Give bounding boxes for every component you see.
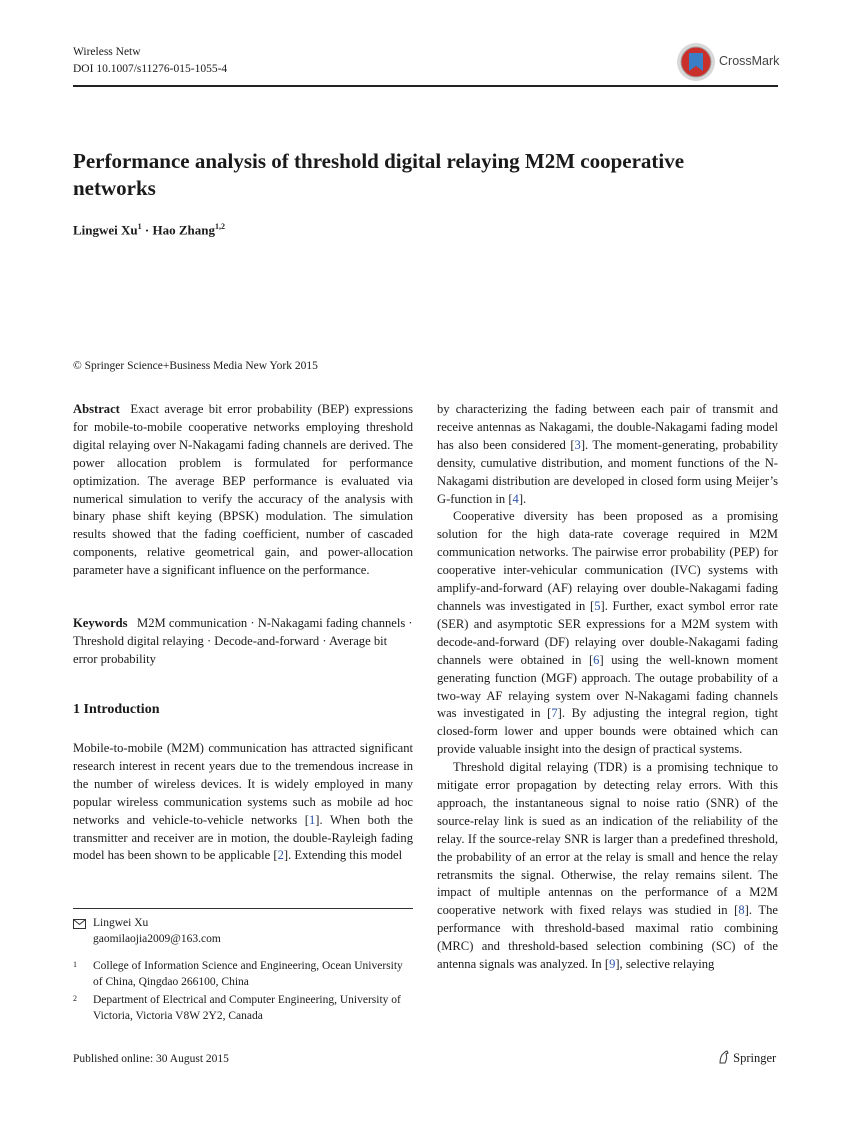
paragraph-text: ]. Extending this model — [283, 848, 403, 863]
doi[interactable]: DOI 10.1007/s11276-015-1055-4 — [73, 63, 228, 75]
published-date: Published online: 30 August 2015 — [73, 1053, 229, 1065]
affiliation-text: Department of Electrical and Computer Engineering, University of Victoria, Victoria V8W 2Y2, Canada — [93, 994, 401, 1022]
paragraph-text: ]. Further, exact symbol error rate (SER) and asymptotic SER expressions for a M2M system with decode-and-forward (DF) relaying over double-Nakagami fading channels were obtained in [ — [437, 598, 778, 667]
paragraph-text: by characterizing the fading between each pair of transmit and receive antennas as Nakagami, the double-Nakagami fading model has also been considered [ — [437, 402, 778, 452]
citation-link[interactable]: 9 — [609, 957, 616, 972]
paragraph-text: ]. The performance with threshold-based maximal ratio combining (MRC) and threshold-based selection combining (SC) of the antenna signals was analyzed. In [ — [437, 903, 779, 972]
header-rule — [73, 85, 778, 87]
crossmark-badge[interactable] — [676, 42, 786, 82]
paragraph-text: Threshold digital relaying (TDR) is a promising technique to mitigate error propagation by detecting relay errors. With this approach, the instantaneous signal to noise ratio (SNR) of the source-relay link is sued as an indication of the reliability of the relay. If the source-relay SNR is larger than a predefined threshold, the probability of an error at the relay is small and hence the relay retransmits the signal. Otherwise, the relay remains silent. The impact of multiple antennas on the performance of a M2M cooperative network with fixed relays was studied in [ — [437, 760, 778, 918]
author-affiliation-sup: 1,2 — [215, 222, 225, 231]
citation-link[interactable]: 7 — [551, 706, 558, 721]
author-name[interactable]: Lingwei Xu — [73, 222, 138, 238]
corresponding-email[interactable]: gaomilaojia2009@163.com — [93, 932, 221, 945]
abstract-text: Exact average bit error probability (BEP) expressions for mobile-to-mobile cooperative networks employing threshold digital relaying over N-Nakagami fading channels are derived. The power allocation problem is formulated for performance optimization. The average BEP performance is evaluated via numerical simulation to verify the accuracy of the analysis with binary phase shift keying (BPSK) modulation. The simulation results showed that the fading coefficient, number of cascaded components, relative geometrical gain, and power-allocation parameter have a significant influence on the performance. — [73, 402, 414, 578]
paragraph-text: ] using the well-known moment generating function (MGF) approach. The outage probability of a two-way AF relaying system over N-Nakagami fading channels was investigated in [ — [437, 652, 778, 721]
affiliation-text: College of Information Science and Engineering, Ocean University of China, Qingdao 266100, China — [93, 960, 403, 988]
publisher-logo[interactable] — [718, 1050, 776, 1066]
citation-link[interactable]: 5 — [594, 598, 601, 613]
right-column — [437, 401, 778, 974]
affiliation-2 — [73, 993, 413, 1024]
intro-paragraph — [73, 740, 413, 865]
paragraph-text: ]. By adjusting the integral region, tight closed-form lower and upper bounds were obtained which can provide valuable insight into the design of practical systems. — [437, 706, 778, 757]
paragraph-text: ]. When both the transmitter and receiver are in motion, the double-Rayleigh fading model has been shown to be applicable [ — [73, 812, 414, 863]
keywords-label: Keywords — [73, 616, 128, 630]
author-list — [73, 222, 225, 238]
paragraph-text: ]. The moment-generating, probability density, cumulative distribution, and moment functions of the N-Nakagami distribution are developed in closed form using Meijer’s G-function in [ — [437, 437, 779, 506]
footnote-rule — [73, 908, 413, 909]
running-header — [73, 44, 227, 78]
crossmark-icon — [676, 42, 716, 82]
paragraph-text: Mobile-to-mobile (M2M) communication has attracted significant research interest in recent years due to the tremendous increase in the number of wireless devices. It is widely employed in many popular wireless communication systems such as mobile ad hoc networks and vehicle-to-vehicle networks [ — [73, 741, 413, 827]
publisher-name: Springer — [733, 1051, 777, 1065]
paragraph-text: ], selective relaying — [615, 957, 715, 972]
author-name[interactable]: Hao Zhang — [152, 222, 215, 238]
corresponding-name: Lingwei Xu — [93, 917, 149, 929]
author-affiliation-sup: 1 — [137, 222, 142, 231]
article-title: Performance analysis of threshold digital relaying M2M cooperative networks — [73, 149, 685, 200]
section-heading: 1 Introduction — [73, 702, 160, 717]
citation-link[interactable]: 8 — [738, 903, 745, 918]
affiliation-1 — [73, 959, 413, 990]
citation-link[interactable]: 1 — [308, 812, 316, 827]
keywords-text: M2M communication · N-Nakagami fading channels · Threshold digital relaying · Decode-and-forward · Average bit error probability — [73, 616, 413, 666]
envelope-icon — [73, 919, 86, 929]
citation-link[interactable]: 6 — [593, 652, 600, 667]
affiliation-number: 2 — [73, 994, 77, 1003]
author-separator: · — [141, 222, 153, 238]
citation-link[interactable]: 3 — [574, 437, 581, 452]
paragraph-text: ]. — [518, 491, 527, 506]
copyright-line: © Springer Science+Business Media New York 2015 — [73, 360, 318, 372]
affiliation-number: 1 — [73, 960, 77, 969]
springer-horse-icon — [718, 1050, 730, 1064]
abstract — [73, 401, 413, 580]
corresponding-author — [73, 916, 413, 947]
journal-name: Wireless Netw — [73, 46, 141, 58]
crossmark-label: CrossMark — [719, 54, 780, 68]
abstract-label: Abstract — [73, 402, 120, 416]
paragraph-text: Cooperative diversity has been proposed as a promising solution for the high data-rate coverage required in M2M communication networks. The pairwise error probability (PEP) for cooperative inter-vehicular communication (IVC) systems with amplify-and-forward (AF) relaying over double-Nakagami fading channels was investigated in [ — [437, 509, 778, 613]
citation-link[interactable]: 4 — [512, 491, 519, 506]
keywords — [73, 615, 413, 669]
citation-link[interactable]: 2 — [277, 848, 284, 863]
